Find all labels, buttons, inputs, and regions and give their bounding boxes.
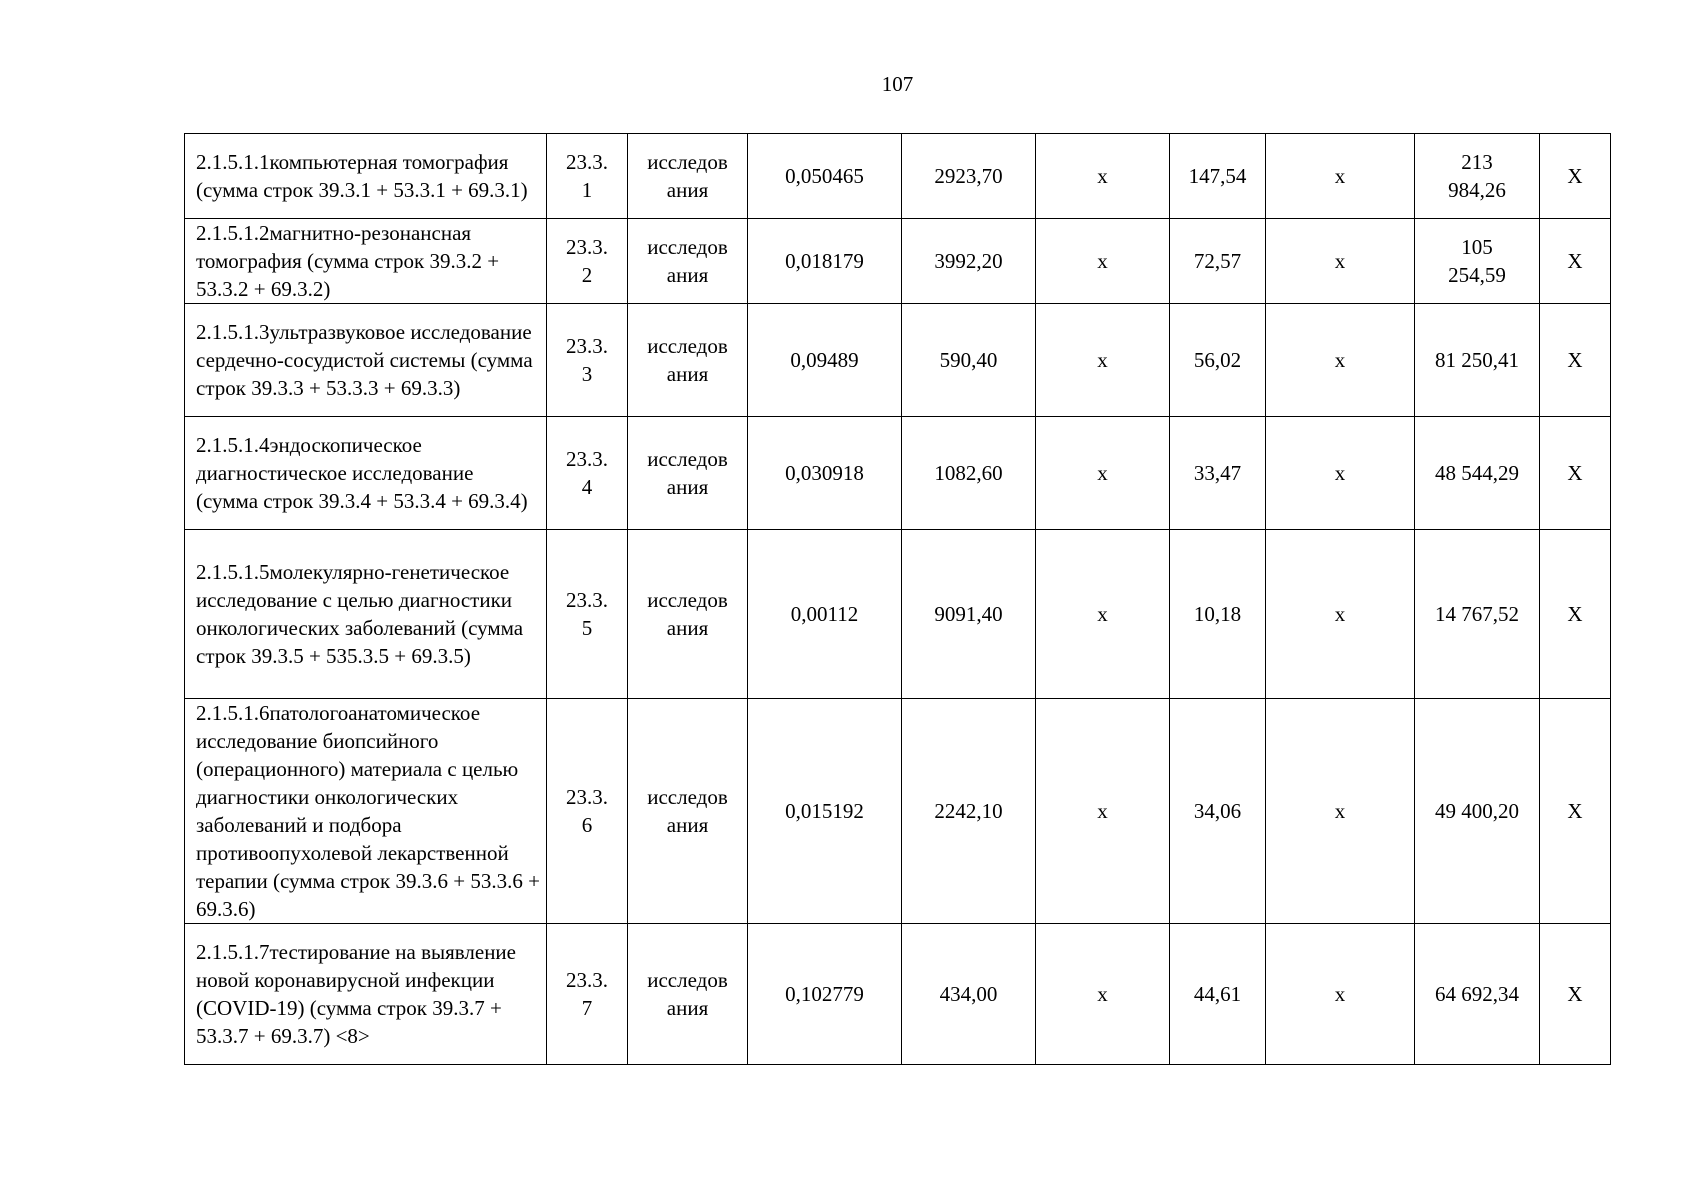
placeholder-cell: х xyxy=(1266,924,1415,1065)
total-cell xyxy=(1415,699,1540,924)
row-code-cell xyxy=(547,219,628,304)
table-row xyxy=(185,417,1611,530)
total-cell xyxy=(1415,924,1540,1065)
unit-cell xyxy=(628,134,748,219)
cost-cell: 1082,60 xyxy=(902,417,1036,530)
total-cell-line: 49 400,20 xyxy=(1435,799,1519,823)
last-cell: X xyxy=(1540,699,1611,924)
row-code-cell xyxy=(547,924,628,1065)
row-code-cell-line: 4 xyxy=(581,475,593,499)
placeholder-cell: х xyxy=(1036,530,1170,699)
row-code-cell-line: 2 xyxy=(581,263,593,287)
placeholder-cell: х xyxy=(1036,699,1170,924)
row-code-cell-line: 23.3. xyxy=(566,968,608,992)
total-cell-line: 14 767,52 xyxy=(1435,602,1519,626)
indicator-name-cell: 2.1.5.1.5молекулярно-генетическое исследование с целью диагностики онкологических заболеваний (сумма строк 39.3.5 + 535.3.5 + 69.3.5) xyxy=(185,530,547,699)
per-capita-cell: 33,47 xyxy=(1170,417,1266,530)
row-code-cell-line: 23.3. xyxy=(566,785,608,809)
table-row xyxy=(185,304,1611,417)
cost-cell: 9091,40 xyxy=(902,530,1036,699)
total-cell-line: 105 xyxy=(1461,235,1493,259)
unit-cell-line: ания xyxy=(666,616,709,640)
unit-cell xyxy=(628,699,748,924)
indicator-name-cell: 2.1.5.1.3ультразвуковое исследование сердечно-сосудистой системы (сумма строк 39.3.3 + 53.3.3 + 69.3.3) xyxy=(185,304,547,417)
per-capita-cell: 72,57 xyxy=(1170,219,1266,304)
unit-cell-line: ания xyxy=(666,263,709,287)
indicator-name-cell: 2.1.5.1.6патологоанатомическое исследование биопсийного (операционного) материала с целью диагностики онкологических заболеваний и подбора противоопухолевой лекарственной терапии (сумма строк 39.3.6 + 53.3.6 + 69.3.6) xyxy=(185,699,547,924)
per-capita-cell: 56,02 xyxy=(1170,304,1266,417)
row-code-cell xyxy=(547,134,628,219)
unit-cell-line: ания xyxy=(666,362,709,386)
total-cell-line: 213 xyxy=(1461,150,1493,174)
unit-cell-line: ания xyxy=(666,178,709,202)
total-cell-line: 64 692,34 xyxy=(1435,982,1519,1006)
row-code-cell-line: 23.3. xyxy=(566,150,608,174)
last-cell: X xyxy=(1540,219,1611,304)
row-code-cell-line: 5 xyxy=(581,616,593,640)
placeholder-cell: х xyxy=(1036,304,1170,417)
unit-cell-line: исследов xyxy=(647,447,728,471)
volume-cell: 0,050465 xyxy=(748,134,902,219)
last-cell: X xyxy=(1540,530,1611,699)
last-cell: X xyxy=(1540,304,1611,417)
row-code-cell xyxy=(547,417,628,530)
volume-cell: 0,015192 xyxy=(748,699,902,924)
table-row xyxy=(185,219,1611,304)
row-code-cell-line: 1 xyxy=(581,178,593,202)
row-code-cell-line: 7 xyxy=(581,996,593,1020)
volume-cell: 0,102779 xyxy=(748,924,902,1065)
last-cell: X xyxy=(1540,417,1611,530)
total-cell-line: 254,59 xyxy=(1448,263,1506,287)
unit-cell-line: ания xyxy=(666,475,709,499)
unit-cell-line: исследов xyxy=(647,150,728,174)
table-body xyxy=(185,134,1611,1065)
row-code-cell-line: 3 xyxy=(581,362,593,386)
total-cell xyxy=(1415,304,1540,417)
data-table xyxy=(184,133,1611,1065)
placeholder-cell: х xyxy=(1036,924,1170,1065)
cost-cell: 3992,20 xyxy=(902,219,1036,304)
placeholder-cell: х xyxy=(1266,417,1415,530)
unit-cell-line: исследов xyxy=(647,235,728,259)
placeholder-cell: х xyxy=(1266,134,1415,219)
table-row xyxy=(185,134,1611,219)
indicator-name-cell: 2.1.5.1.7тестирование на выявление новой коронавирусной инфекции (COVID-19) (сумма строк 39.3.7 + 53.3.7 + 69.3.7) <8> xyxy=(185,924,547,1065)
row-code-cell-line: 23.3. xyxy=(566,588,608,612)
placeholder-cell: х xyxy=(1266,530,1415,699)
unit-cell xyxy=(628,417,748,530)
per-capita-cell: 44,61 xyxy=(1170,924,1266,1065)
placeholder-cell: х xyxy=(1266,304,1415,417)
total-cell-line: 984,26 xyxy=(1448,178,1506,202)
cost-cell: 2923,70 xyxy=(902,134,1036,219)
total-cell-line: 48 544,29 xyxy=(1435,461,1519,485)
placeholder-cell: х xyxy=(1036,219,1170,304)
placeholder-cell: х xyxy=(1036,417,1170,530)
table-row xyxy=(185,924,1611,1065)
total-cell-line: 81 250,41 xyxy=(1435,348,1519,372)
table-row xyxy=(185,699,1611,924)
indicator-name-cell: 2.1.5.1.2магнитно-резонансная томография (сумма строк 39.3.2 + 53.3.2 + 69.3.2) xyxy=(185,219,547,304)
total-cell xyxy=(1415,530,1540,699)
cost-cell: 2242,10 xyxy=(902,699,1036,924)
volume-cell: 0,030918 xyxy=(748,417,902,530)
unit-cell-line: исследов xyxy=(647,785,728,809)
unit-cell-line: исследов xyxy=(647,968,728,992)
page-number: 107 xyxy=(881,72,914,96)
unit-cell xyxy=(628,219,748,304)
cost-cell: 590,40 xyxy=(902,304,1036,417)
unit-cell xyxy=(628,924,748,1065)
unit-cell-line: исследов xyxy=(647,334,728,358)
per-capita-cell: 147,54 xyxy=(1170,134,1266,219)
indicator-name-cell: 2.1.5.1.1компьютерная томография (сумма строк 39.3.1 + 53.3.1 + 69.3.1) xyxy=(185,134,547,219)
last-cell: X xyxy=(1540,134,1611,219)
placeholder-cell: х xyxy=(1266,219,1415,304)
volume-cell: 0,00112 xyxy=(748,530,902,699)
total-cell xyxy=(1415,134,1540,219)
table-row xyxy=(185,530,1611,699)
unit-cell xyxy=(628,304,748,417)
indicator-name-cell: 2.1.5.1.4эндоскопическое диагностическое исследование (сумма строк 39.3.4 + 53.3.4 + 69.3.4) xyxy=(185,417,547,530)
row-code-cell xyxy=(547,304,628,417)
unit-cell-line: ания xyxy=(666,813,709,837)
unit-cell xyxy=(628,530,748,699)
per-capita-cell: 34,06 xyxy=(1170,699,1266,924)
per-capita-cell: 10,18 xyxy=(1170,530,1266,699)
unit-cell-line: исследов xyxy=(647,588,728,612)
total-cell xyxy=(1415,417,1540,530)
volume-cell: 0,09489 xyxy=(748,304,902,417)
volume-cell: 0,018179 xyxy=(748,219,902,304)
row-code-cell-line: 6 xyxy=(581,813,593,837)
last-cell: X xyxy=(1540,924,1611,1065)
row-code-cell-line: 23.3. xyxy=(566,235,608,259)
row-code-cell-line: 23.3. xyxy=(566,447,608,471)
row-code-cell xyxy=(547,530,628,699)
cost-cell: 434,00 xyxy=(902,924,1036,1065)
unit-cell-line: ания xyxy=(666,996,709,1020)
placeholder-cell: х xyxy=(1266,699,1415,924)
placeholder-cell: х xyxy=(1036,134,1170,219)
row-code-cell-line: 23.3. xyxy=(566,334,608,358)
row-code-cell xyxy=(547,699,628,924)
total-cell xyxy=(1415,219,1540,304)
